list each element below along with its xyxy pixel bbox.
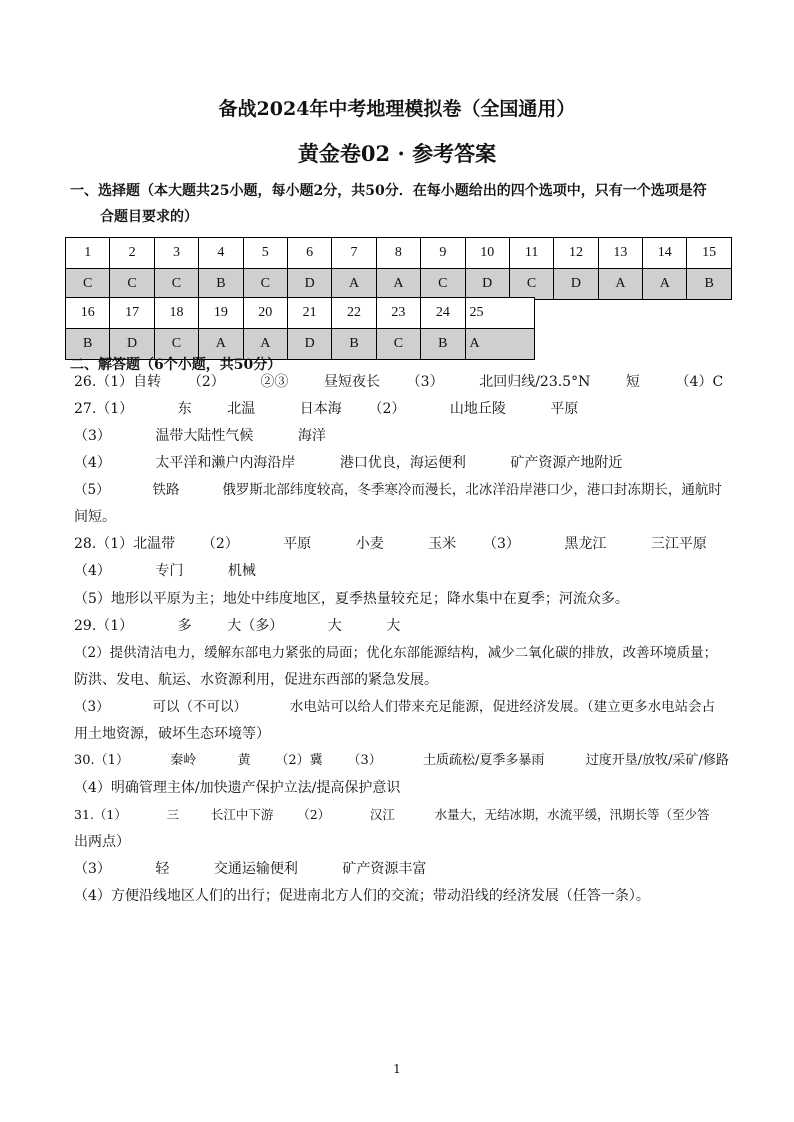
answer-line: 出两点）	[74, 834, 130, 850]
question-number: 21	[287, 298, 331, 329]
answer-table-2-numbers	[66, 298, 535, 329]
answer-line: 30.（1） 秦岭 黄 （2）冀 （3） 土质疏松/夏季多暴雨 过度开垦/放牧/采矿/修路	[74, 753, 729, 768]
answer-line: 31.（1） 三 长江中下游 （2） 汉江 水量大，无结冰期，水流平缓，汛期长等（至少答	[74, 807, 710, 822]
answer-cell: C	[421, 269, 465, 300]
question-number: 19	[199, 298, 243, 329]
answer-cell: D	[287, 269, 331, 300]
question-number: 25	[465, 298, 534, 329]
answer-cell: D	[287, 329, 331, 360]
section2-heading: 二、解答题（6个小题，共50分）	[70, 357, 282, 373]
question-number: 14	[643, 238, 687, 269]
page-number: 1	[393, 1062, 401, 1076]
question-number: 4	[199, 238, 243, 269]
answer-table-1	[65, 237, 732, 300]
section1-heading-line1: 一、选择题（本大题共25小题，每小题2分，共50分．在每小题给出的四个选项中，只有一个选项是符	[70, 183, 707, 199]
answer-cell: C	[243, 269, 287, 300]
question-number: 22	[332, 298, 376, 329]
answer-line: 用土地资源，破坏生态环境等）	[74, 726, 270, 742]
question-number: 15	[687, 238, 731, 269]
answer-line: （2）提供清洁电力，缓解东部电力紧张的局面；优化东部能源结构，减少二氧化碳的排放，改善环境质量；	[74, 645, 718, 661]
answer-line: （4） 专门 机械	[74, 563, 256, 579]
question-number: 20	[243, 298, 287, 329]
question-number: 1	[66, 238, 110, 269]
answer-table-1-numbers	[66, 238, 732, 269]
answer-cell: A	[376, 269, 420, 300]
question-number: 2	[110, 238, 154, 269]
answer-line: （5） 铁路 俄罗斯北部纬度较高，冬季寒冷而漫长，北冰洋沿岸港口少，港口封冻期长，通航时	[74, 482, 722, 498]
answer-cell: A	[465, 329, 534, 360]
question-number: 23	[376, 298, 420, 329]
answer-cell: B	[332, 329, 376, 360]
question-number: 24	[421, 298, 465, 329]
answer-line: （4）方便沿线地区人们的出行；促进南北方人们的交流；带动沿线的经济发展（任答一条）。	[74, 888, 650, 904]
question-number: 7	[332, 238, 376, 269]
answer-cell: A	[598, 269, 642, 300]
question-number: 13	[598, 238, 642, 269]
document-subtitle: 黄金卷02 · 参考答案	[297, 141, 497, 166]
answer-cell: A	[243, 329, 287, 360]
answer-line: （4）明确管理主体/加快遗产保护立法/提高保护意识	[74, 780, 401, 796]
answer-cell: D	[554, 269, 598, 300]
question-number: 12	[554, 238, 598, 269]
answer-cell: A	[643, 269, 687, 300]
answer-cell: C	[110, 269, 154, 300]
answer-cell: B	[687, 269, 731, 300]
answer-table-2	[65, 297, 535, 360]
answer-line: 29.（1） 多 大（多） 大 大	[74, 618, 401, 634]
answer-cell: C	[376, 329, 420, 360]
question-number: 18	[154, 298, 198, 329]
question-number: 9	[421, 238, 465, 269]
answer-cell: C	[154, 269, 198, 300]
answer-line: （3） 温带大陆性气候 海洋	[74, 428, 326, 444]
question-number: 10	[465, 238, 509, 269]
answer-cell: C	[509, 269, 553, 300]
section1-heading-line2: 合题目要求的）	[100, 209, 198, 225]
answer-cell: B	[199, 269, 243, 300]
answer-cell: C	[154, 329, 198, 360]
answer-cell: D	[465, 269, 509, 300]
answer-cell: A	[199, 329, 243, 360]
answer-cell: B	[66, 329, 110, 360]
document-title: 备战2024年中考地理模拟卷（全国通用）	[218, 98, 576, 120]
question-number: 3	[154, 238, 198, 269]
question-number: 8	[376, 238, 420, 269]
answer-table-1-answers	[66, 269, 732, 300]
question-number: 17	[110, 298, 154, 329]
section1-heading	[70, 178, 730, 230]
answer-line: （5）地形以平原为主；地处中纬度地区，夏季热量较充足；降水集中在夏季；河流众多。	[74, 591, 629, 607]
answer-cell: B	[421, 329, 465, 360]
answer-line: （3） 可以（不可以） 水电站可以给人们带来充足能源，促进经济发展。（建立更多水电站会占	[74, 699, 716, 715]
answer-line: 27.（1） 东 北温 日本海 （2） 山地丘陵 平原	[74, 401, 579, 417]
question-number: 6	[287, 238, 331, 269]
answer-cell: C	[66, 269, 110, 300]
question-number: 16	[66, 298, 110, 329]
answer-line: 间短。	[74, 509, 116, 525]
answer-line: （4） 太平洋和濑户内海沿岸 港口优良，海运便利 矿产资源产地附近	[74, 455, 623, 471]
answer-line: 28.（1）北温带 （2） 平原 小麦 玉米 （3） 黑龙江 三江平原	[74, 536, 707, 552]
answer-line: 26.（1）自转 （2） ②③ 昼短夜长 （3） 北回归线/23.5°N 短 （4）C	[74, 374, 724, 390]
question-number: 5	[243, 238, 287, 269]
answer-cell: D	[110, 329, 154, 360]
question-number: 11	[509, 238, 553, 269]
answer-cell: A	[332, 269, 376, 300]
answer-line: 防洪、发电、航运、水资源利用，促进东西部的紧急发展。	[74, 672, 438, 688]
answer-line: （3） 轻 交通运输便利 矿产资源丰富	[74, 861, 427, 877]
